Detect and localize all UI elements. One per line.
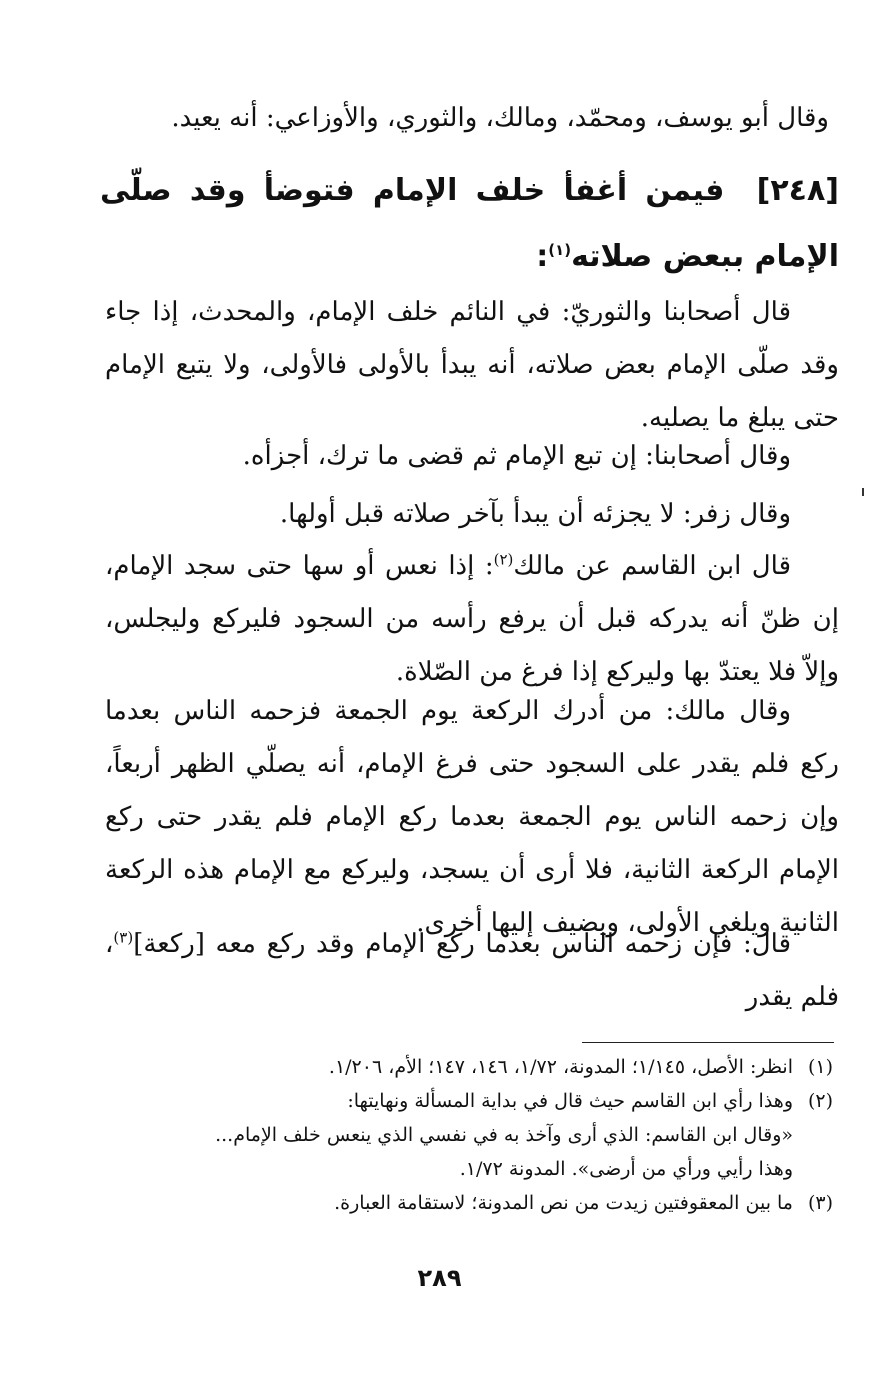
footnote-number: (٢) [807,1090,833,1112]
paragraph-6-start: قال: فإن زحمه الناس بعدما ركع الإمام وقد ركع معه [ركعة] [133,929,791,959]
paragraph-4 [105,540,839,699]
footnote-number: (٣) [807,1192,833,1214]
paragraph-1: قال أصحابنا والثوريّ: في النائم خلف الإمام، والمحدث، إذا جاء وقد صلّى الإمام بعض صلاته، أنه يبدأ بالأولى فالأولى، ولا يتبع الإمام حتى يبلغ ما يصليه. [105,297,839,433]
footnote-text: وهذا رأي ابن القاسم حيث قال في بداية المسألة ونهايتها: [347,1090,793,1112]
paragraph-4-end: : إذا نعس أو سها حتى سجد الإمام، إن ظنّ أنه يدركه قبل أن يرفع رأسه من السجود فليركع وليجلس، وإلاّ فلا يعتدّ بها وليركع إذا فرغ من الصّلاة. [105,551,839,687]
paragraph-5: وقال مالك: من أدرك الركعة يوم الجمعة فزحمه الناس بعدما ركع فلم يقدر على السجود حتى فرغ الإمام، أنه يصلّي الظهر أربعاً، وإن زحمه الناس يوم الجمعة بعدما ركع الإمام فلم يقدر حتى ركع الإمام الركعة الثانية، فلا أرى أن يسجد، وليركع مع الإمام هذه الركعة الثانية ويلغي الأولى، ويضيف إليها أخرى. [105,696,839,938]
footnote-continuation: «وقال ابن القاسم: الذي أرى وآخذ به في نفسي الذي ينعس خلف الإمام... [215,1124,793,1146]
footnote-number: (١) [807,1056,833,1078]
section-number: [٢٤٨] [756,173,840,208]
section-title: فيمن أغفأ خلف الإمام فتوضأ وقد صلّى الإمام ببعض صلاته [100,173,839,274]
heading-colon: : [536,239,549,274]
footnote-text: ما بين المعقوفتين زيدت من نص المدونة؛ لاستقامة العبارة. [334,1192,793,1214]
margin-mark [862,488,864,496]
page-number: ٢٨٩ [417,1264,462,1292]
paragraph-4-start: قال ابن القاسم عن مالك [513,551,791,581]
paragraph-3: وقال زفر: لا يجزئه أن يبدأ بآخر صلاته قبل أولها. [279,499,791,529]
footnote-item [100,1052,833,1082]
footnote-ref-1[interactable]: (١) [548,241,572,259]
footnote-text: انظر: الأصل، ١/١٤٥؛ المدونة، ١/٧٢، ١٤٦، ١٤٧؛ الأم، ١/٢٠٦. [328,1056,793,1078]
footnote-item [100,1086,833,1116]
footnote-item [100,1188,833,1218]
footnote-ref-2[interactable]: (٢) [493,550,514,569]
footnote-continuation: وهذا رأيي ورأي من أرضى». المدونة ١/٧٢. [459,1158,793,1180]
paragraph-6 [105,918,839,1024]
footnote-ref-3[interactable]: (٣) [113,928,134,947]
footnote-divider [582,1042,834,1043]
opening-line: وقال أبو يوسف، ومحمّد، ومالك، والثوري، والأوزاعي: أنه يعيد. [171,103,829,133]
paragraph-2: وقال أصحابنا: إن تبع الإمام ثم قضى ما ترك، أجزأه. [242,441,791,471]
paragraph-6-end: ، فلم يقدر [105,929,839,1012]
footnotes [100,1052,833,1222]
section-heading [100,158,839,290]
